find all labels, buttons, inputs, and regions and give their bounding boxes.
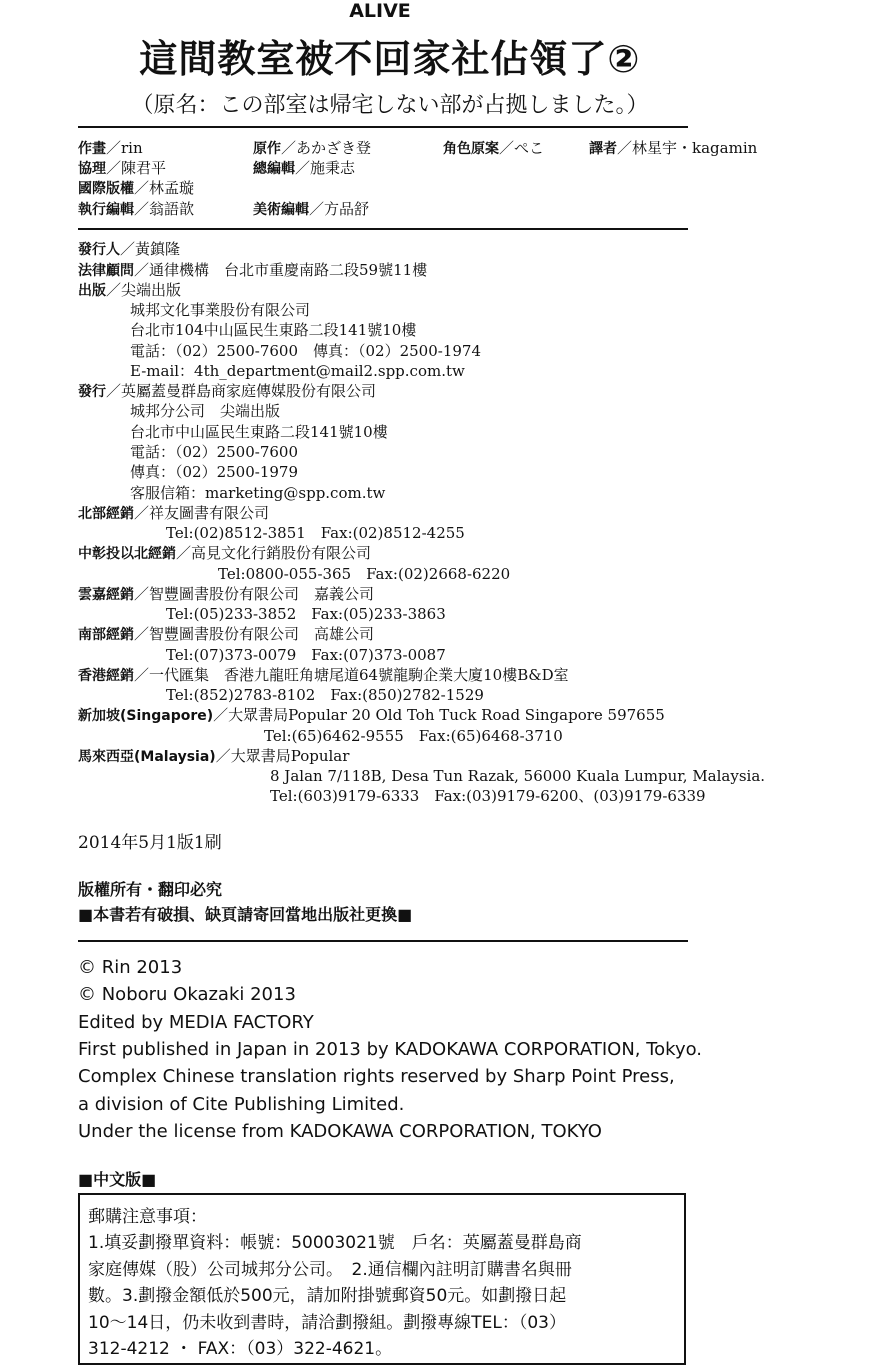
- copyright-line: Under the license from KADOKAWA CORPORATION, TOKYO: [78, 1121, 602, 1142]
- mail-order-heading: 郵購注意事項：: [88, 1207, 207, 1227]
- credit-author: 作畫／rin: [78, 139, 143, 157]
- dist-fax: 傳真：（02）2500-1979: [130, 463, 299, 481]
- dist-phone: 電話：（02）2500-7600: [130, 443, 299, 461]
- mail-order-line: 312-4212 ・ FAX：（03）322-4621。: [88, 1339, 393, 1359]
- copyright-line: First published in Japan in 2013 by KADOKAWA CORPORATION, Tokyo.: [78, 1039, 703, 1060]
- press-address: 台北市104中山區民生東路二段141號10樓: [130, 321, 417, 339]
- copyright-line: Complex Chinese translation rights reserved by Sharp Point Press,: [78, 1066, 675, 1087]
- chinese-edition-label: ■中文版■: [78, 1170, 157, 1189]
- dist-service-email: 客服信箱：marketing@spp.com.tw: [130, 484, 386, 502]
- legal-line: 法律顧問／通律機構 台北市重慶南路二段59號11樓: [78, 261, 428, 279]
- central-dist-tel: Tel:0800-055-365 Fax:(02)2668-6220: [218, 565, 511, 583]
- south-dist-line: 南部經銷／智豐圖書股份有限公司 高雄公司: [78, 625, 375, 643]
- divider-notice: [78, 940, 688, 942]
- south-dist-tel: Tel:(07)373-0079 Fax:(07)373-0087: [166, 646, 446, 664]
- credit-character: 角色原案／ぺこ: [443, 139, 545, 157]
- chiayi-dist-tel: Tel:(05)233-3852 Fax:(05)233-3863: [166, 605, 446, 623]
- mail-order-line: 10～14日，仍未收到書時，請洽劃撥組。劃撥專線TEL：（03）: [88, 1313, 566, 1333]
- credit-translator: 譯者／林星宇・kagamin: [589, 139, 758, 157]
- edition-date: 2014年5月1版1刷: [78, 833, 222, 853]
- copyright-line: © Rin 2013: [78, 957, 183, 978]
- central-dist-line: 中彰投以北經銷／高見文化行銷股份有限公司: [78, 544, 372, 562]
- chiayi-dist-line: 雲嘉經銷／智豐圖書股份有限公司 嘉義公司: [78, 585, 375, 603]
- book-title: 這間教室被不回家社佔領了②: [139, 37, 641, 81]
- publisher-line: 發行人／黃鎮隆: [78, 240, 181, 258]
- divider-top: [78, 126, 688, 128]
- divider-credits: [78, 228, 688, 230]
- sg-dist-tel: Tel:(65)6462-9555 Fax:(65)6468-3710: [264, 727, 563, 745]
- credit-chief-editor: 總編輯／施秉志: [253, 159, 356, 177]
- press-company: 城邦文化事業股份有限公司: [130, 301, 311, 319]
- mail-order-line: 家庭傳媒（股）公司城邦分公司。 2.通信欄內註明訂購書名與冊: [88, 1260, 572, 1280]
- my-dist-tel: Tel:(603)9179-6333 Fax:(03)9179-6200、(03)9179-6339: [270, 787, 706, 805]
- credit-exec-editor: 執行編輯／翁語歆: [78, 200, 195, 218]
- credit-assist: 協理／陳君平: [78, 159, 167, 177]
- damage-notice: ■本書若有破損、缺頁請寄回當地出版社更換■: [78, 905, 413, 924]
- hk-dist-tel: Tel:(852)2783-8102 Fax:(850)2782-1529: [166, 686, 484, 704]
- mail-order-line: 數。3.劃撥金額低於500元，請加附掛號郵資50元。如劃撥日起: [88, 1286, 567, 1306]
- press-email: E-mail：4th_department@mail2.spp.com.tw: [130, 362, 465, 380]
- hk-dist-line: 香港經銷／一代匯集 香港九龍旺角塘尾道64號龍駒企業大廈10樓B&D室: [78, 666, 569, 684]
- copyright-line: © Noboru Okazaki 2013: [78, 984, 296, 1005]
- my-dist-line: 馬來西亞(Malaysia)／大眾書局Popular: [78, 747, 350, 765]
- copyright-line: a division of Cite Publishing Limited.: [78, 1094, 405, 1115]
- my-dist-address: 8 Jalan 7/118B, Desa Tun Razak, 56000 Kuala Lumpur, Malaysia.: [270, 767, 766, 785]
- north-dist-tel: Tel:(02)8512-3851 Fax:(02)8512-4255: [166, 524, 465, 542]
- dist-line: 發行／英屬蓋曼群島商家庭傳媒股份有限公司: [78, 382, 377, 400]
- rights-notice: 版權所有・翻印必究: [78, 880, 223, 899]
- dist-branch: 城邦分公司 尖端出版: [130, 402, 281, 420]
- series-label: ALIVE: [349, 0, 411, 22]
- copyright-line: Edited by MEDIA FACTORY: [78, 1012, 314, 1033]
- press-line: 出版／尖端出版: [78, 281, 182, 299]
- press-phone: 電話：（02）2500-7600 傳真：（02）2500-1974: [130, 342, 482, 360]
- credit-art-editor: 美術編輯／方品舒: [253, 200, 370, 218]
- dist-address: 台北市中山區民生東路二段141號10樓: [130, 423, 388, 441]
- sg-dist-line: 新加坡(Singapore)／大眾書局Popular 20 Old Toh Tuck Road Singapore 597655: [78, 706, 665, 724]
- mail-order-line: 1.填妥劃撥單資料：帳號：50003021號 戶名：英屬蓋曼群島商: [88, 1233, 582, 1253]
- credit-original: 原作／あかざき登: [253, 139, 372, 157]
- north-dist-line: 北部經銷／祥友圖書有限公司: [78, 504, 270, 522]
- credit-rights: 國際版權／林孟璇: [78, 179, 195, 197]
- original-title: （原名：この部室は帰宅しない部が占拠しました。）: [131, 93, 649, 118]
